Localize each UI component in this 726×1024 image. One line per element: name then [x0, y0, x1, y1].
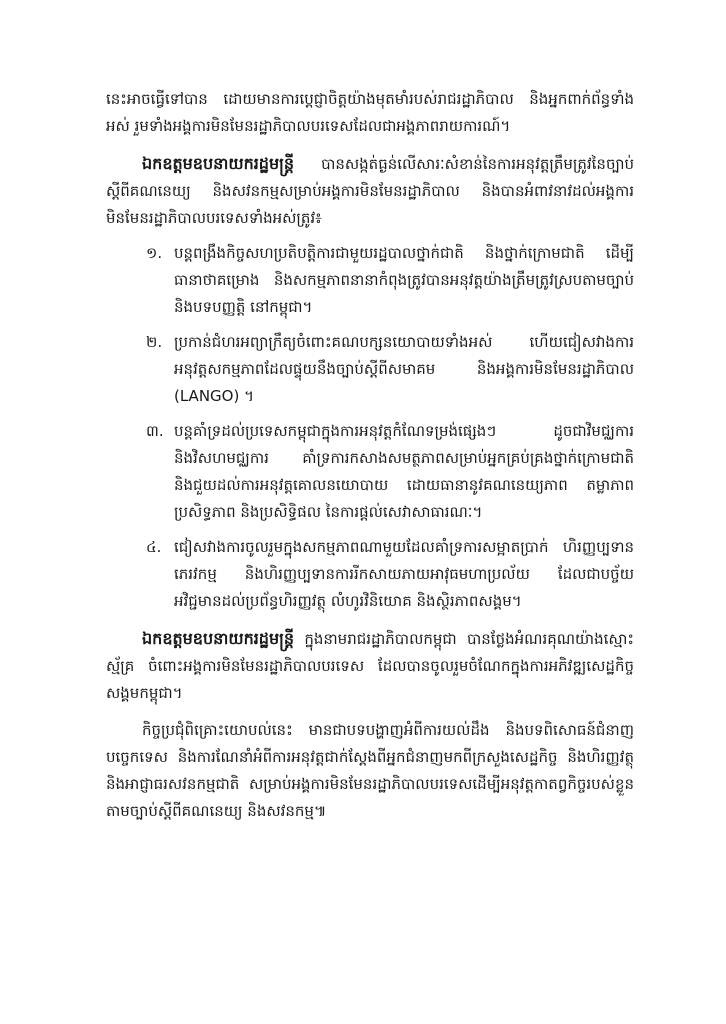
list-item-number: ២. — [146, 333, 163, 351]
paragraph-summary: កិច្ចប្រជុំពិគ្រោះយោបល់នេះ មានជាបទបង្ហាញអំពីការយល់ដឹង និងបទពិសោធន៍ជំនាញបច្ចេកទេស និងការណែនាំអំពីការអនុវត្តជាក់ស្តែងពីអ្នកជំនាញមកពីក្រសួងសេដ្ឋកិច្ច និងហិរញ្ញវត្ថុ និងអាជ្ញាធរសវនកម្មជាតិ សម្រាប់អង្គការមិនមែនរដ្ឋាភិបាលបរទេសដើម្បីអនុវត្តកាតព្វកិច្ចរបស់ខ្លួនតាមច្បាប់ស្តីពីគណនេយ្យ និងសវនកម្ម៕ — [106, 721, 634, 820]
paragraph-thanks — [106, 625, 634, 707]
list-item — [146, 240, 634, 321]
list-item — [146, 534, 634, 615]
paragraph-continuation: នេះអាចធ្វើទៅបាន ដោយមានការប្តេជ្ញាចិត្តយ៉ាងមុតមាំរបស់រាជរដ្ឋាភិបាល និងអ្នកពាក់ព័ន្ធទាំងអស់ រួមទាំងអង្គការមិនមែនរដ្ឋាភិបាលបរទេសដែលជាអង្គភាពរាយការណ៍។ — [106, 90, 634, 135]
list-item-number: ១. — [146, 244, 163, 262]
list-item-text: បន្តពង្រឹងកិច្ចសហប្រតិបត្តិការជាមួយរដ្ឋបាលថ្នាក់ជាតិ និងថ្នាក់ក្រោមជាតិ ដើម្បីធានាថាគម្រោង និងសកម្មភាពនានាកំពុងត្រូវបានអនុវត្តយ៉ាងត្រឹមត្រូវស្របតាមច្បាប់ និងបទបញ្ញត្តិ នៅកម្ពុជា។ — [174, 244, 634, 316]
deputy-pm-title: ឯកឧត្តមឧបនាយករដ្ឋមន្ត្រី — [142, 154, 295, 173]
paragraph-thanks-text: ក្នុងនាមរាជរដ្ឋាភិបាលកម្ពុជា បានថ្លែងអំណរគុណយ៉ាងស្មោះស្ម័គ្រ ចំពោះអង្គការមិនមែនរដ្ឋាភិបាលបរទេស ដែលបានចូលរួមចំណែកក្នុងការអភិវឌ្ឍសេដ្ឋកិច្ចសង្គមកម្ពុជា។ — [106, 630, 634, 702]
list-item — [146, 329, 634, 410]
paragraph-appeal-text: បានសង្កត់ធ្ងន់លើសារៈសំខាន់នៃការអនុវត្តត្រឹមត្រូវនៃច្បាប់ស្តីពីគណនេយ្យ និងសវនកម្មសម្រាប់អង្គការមិនមែនរដ្ឋាភិបាល និងបានអំពាវនាវដល់អង្គការមិនមែនរដ្ឋាភិបាលបរទេសទាំងអស់ត្រូវ៖ — [106, 155, 634, 227]
list-item-text: ជៀសវាងការចូលរួមក្នុងសកម្មភាពណាមួយដែលគាំទ្រការសម្អាតប្រាក់ ហិរញ្ញប្បទានភេរវកម្ម និងហិរញ្ញប្បទានការរីកសាយភាយអាវុធមហាប្រល័យ ដែលជាបច្ច័យអវិជ្ជមានដល់ប្រព័ន្ធហិរញ្ញវត្ថុ លំហូរវិនិយោគ និងស្ថិរភាពសង្គម។ — [174, 538, 634, 610]
paragraph-appeal — [106, 150, 634, 232]
list-item — [146, 418, 634, 526]
deputy-pm-title: ឯកឧត្តមឧបនាយករដ្ឋមន្ត្រី — [142, 629, 295, 648]
appeal-list — [106, 240, 634, 615]
list-item-text: ប្រកាន់ជំហរអព្យាក្រឹត្យចំពោះគណបក្សនយោបាយទាំងអស់ ហើយជៀសវាងការអនុវត្តសកម្មភាពដែលផ្ទុយនឹងច្បាប់ស្តីពីសមាគម និងអង្គការមិនមែនរដ្ឋាភិបាល (LANGO) ។ — [174, 333, 634, 405]
list-item-number: ៤. — [146, 538, 162, 556]
list-item-text: បន្តគាំទ្រដល់ប្រទេសកម្ពុជាក្នុងការអនុវត្តកំណែទម្រង់ផ្សេងៗ ដូចជាវិមជ្ឈការ និងវិសហមជ្ឈការ គាំទ្រការកសាងសមត្ថភាពសម្រាប់អ្នកគ្រប់គ្រងថ្នាក់ក្រោមជាតិ និងជួយដល់ការអនុវត្តគោលនយោបាយ ដោយធានានូវគណនេយ្យភាព តម្លាភាព ប្រសិទ្ធភាព និងប្រសិទ្ធិផល នៃការផ្តល់សេវាសាធារណៈ។ — [174, 422, 634, 521]
list-item-number: ៣. — [146, 422, 164, 440]
